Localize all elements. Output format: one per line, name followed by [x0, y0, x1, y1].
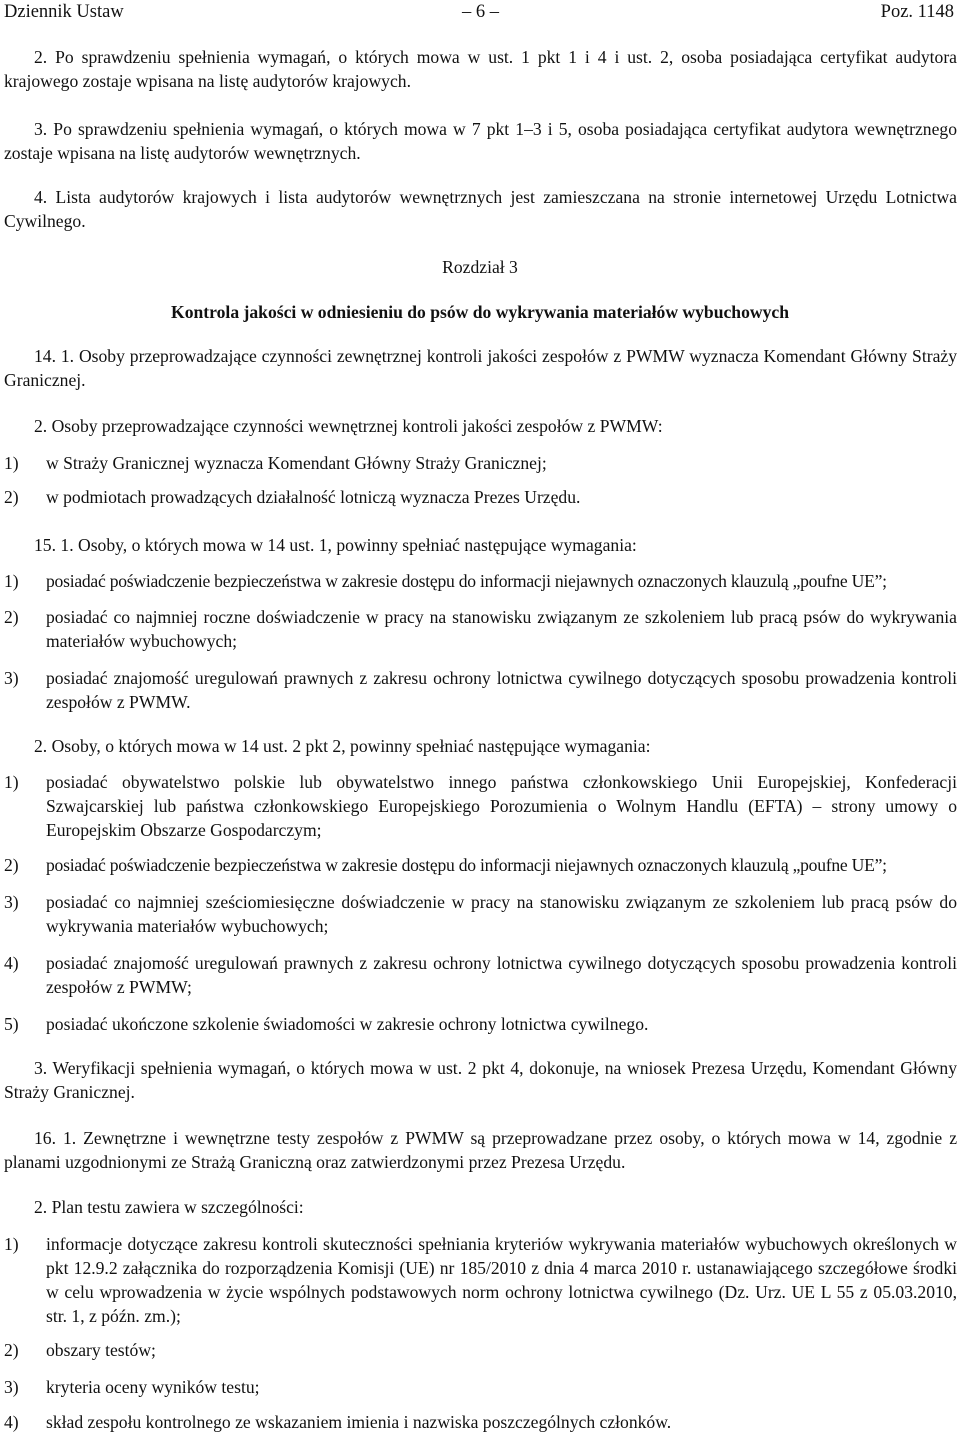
list-item-number: 5) [4, 1014, 19, 1034]
paragraph-4: 4. Lista audytorów krajowych i lista audytorów wewnętrznych jest zamieszczana na stronie internetowej Urzędu Lotnictwa Cywilnego. [4, 187, 957, 231]
list-item-number: 1) [4, 453, 19, 473]
paragraph-3: 3. Po sprawdzeniu spełnienia wymagań, o których mowa w 7 pkt 1–3 i 5, osoba posiadająca certyfikat audytora wewnętrznego zostaje wpisana na listę audytorów wewnętrznych. [4, 119, 957, 163]
list-item-text: posiadać obywatelstwo polskie lub obywatelstwo innego państwa członkowskiego Unii Europejskiej, Konfederacji Szwajcarskiej lub państwa członkowskiego Europejskiego Porozumienia o Wolnym Handlu (EFTA) – strony umowy o Europejskim Obszarze Gospodarczym; [46, 772, 957, 840]
list-item [4, 1232, 957, 1328]
list-item-text: posiadać ukończone szkolenie świadomości w zakresie ochrony lotnictwa cywilnego. [46, 1014, 649, 1034]
list-item-number: 2) [4, 487, 19, 507]
list-item [4, 853, 957, 877]
list-item [4, 605, 957, 653]
section-14-2: 2. Osoby przeprowadzające czynności wewnętrznej kontroli jakości zespołów z PWMW: [34, 416, 663, 436]
list-item [4, 770, 957, 842]
section-15-1: 15. 1. Osoby, o których mowa w 14 ust. 1, powinny spełniać następujące wymagania: [34, 535, 637, 555]
position-number: Poz. 1148 [880, 2, 954, 22]
list-item-text: w podmiotach prowadzących działalność lotniczą wyznacza Prezes Urzędu. [46, 487, 581, 507]
list-item-number: 3) [4, 1377, 19, 1397]
list-item [4, 1410, 957, 1434]
page-number: – 6 – [462, 2, 499, 22]
list-item-text: posiadać znajomość uregulowań prawnych z zakresu ochrony lotnictwa cywilnego dotyczących sposobu prowadzenia kontroli zespołów z PWMW. [46, 668, 957, 712]
list-item [4, 1375, 957, 1399]
list-item-number: 2) [4, 855, 19, 875]
list-item [4, 890, 957, 938]
list-item-text: posiadać poświadczenie bezpieczeństwa w zakresie dostępu do informacji niejawnych oznaczonych klauzulą „poufne UE”; [46, 855, 887, 875]
list-item-text: informacje dotyczące zakresu kontroli skuteczności spełniania kryteriów wykrywania materiałów wybuchowych określonych w pkt 12.9.2 załącznika do rozporządzenia Komisji (UE) nr 185/2010 z dnia 4 marca 2010 r. ustanawiającego szczegółowe środki w celu wprowadzenia w życie wspólnych podstawowych norm ochrony lotnictwa cywilnego (Dz. Urz. UE L 55 z 05.03.2010, str. 1, z późn. zm.); [46, 1234, 957, 1326]
list-item-number: 4) [4, 1412, 19, 1432]
list-item [4, 485, 957, 509]
list-item-number: 2) [4, 1340, 19, 1360]
list-item-number: 1) [4, 571, 19, 591]
list-item [4, 666, 957, 714]
running-header [0, 2, 960, 28]
list-item-text: kryteria oceny wyników testu; [46, 1377, 260, 1397]
list-item-number: 2) [4, 607, 19, 627]
list-item-number: 4) [4, 953, 19, 973]
list-item [4, 1338, 957, 1362]
section-14-1: 14. 1. Osoby przeprowadzające czynności zewnętrznej kontroli jakości zespołów z PWMW wyznacza Komendant Główny Straży Granicznej. [4, 346, 957, 390]
list-item-text: w Straży Granicznej wyznacza Komendant Główny Straży Granicznej; [46, 453, 547, 473]
section-15-3: 3. Weryfikacji spełnienia wymagań, o których mowa w ust. 2 pkt 4, dokonuje, na wniosek Prezesa Urzędu, Komendant Główny Straży Granicznej. [4, 1058, 957, 1102]
list-item-number: 1) [4, 772, 19, 792]
list-item-text: posiadać znajomość uregulowań prawnych z zakresu ochrony lotnictwa cywilnego dotyczących sposobu prowadzenia kontroli zespołów z PWMW; [46, 953, 957, 997]
list-item-number: 1) [4, 1234, 19, 1254]
list-item-text: obszary testów; [46, 1340, 156, 1360]
section-15-2: 2. Osoby, o których mowa w 14 ust. 2 pkt 2, powinny spełniać następujące wymagania: [34, 736, 651, 756]
list-item-text: posiadać co najmniej sześciomiesięczne doświadczenie w pracy na stanowisku związanym ze szkoleniem lub pracą psów do wykrywania materiałów wybuchowych; [46, 892, 957, 936]
list-item-text: skład zespołu kontrolnego ze wskazaniem imienia i nazwiska poszczególnych członków. [46, 1412, 672, 1432]
list-item [4, 451, 957, 475]
list-item [4, 569, 957, 593]
list-item-text: posiadać co najmniej roczne doświadczenie w pracy na stanowisku związanym ze szkoleniem lub pracą psów do wykrywania materiałów wybuchowych; [46, 607, 957, 651]
list-item [4, 951, 957, 999]
section-16-1: 16. 1. Zewnętrzne i wewnętrzne testy zespołów z PWMW są przeprowadzane przez osoby, o których mowa w 14, zgodnie z planami uzgodnionymi ze Strażą Graniczną oraz zatwierdzonymi przez Prezesa Urzędu. [4, 1128, 957, 1172]
paragraph-2: 2. Po sprawdzeniu spełnienia wymagań, o których mowa w ust. 1 pkt 1 i 4 i ust. 2, osoba posiadająca certyfikat audytora krajowego zostaje wpisana na listę audytorów krajowych. [4, 47, 957, 91]
list-item-text: posiadać poświadczenie bezpieczeństwa w zakresie dostępu do informacji niejawnych oznaczonych klauzulą „poufne UE”; [46, 571, 887, 591]
list-item-number: 3) [4, 892, 19, 912]
list-item [4, 1012, 957, 1036]
section-16-2: 2. Plan testu zawiera w szczególności: [34, 1197, 304, 1217]
journal-name: Dziennik Ustaw [4, 2, 124, 22]
list-item-number: 3) [4, 668, 19, 688]
chapter-title: Kontrola jakości w odniesieniu do psów do wykrywania materiałów wybuchowych [171, 302, 789, 322]
chapter-number: Rozdział 3 [442, 257, 518, 277]
